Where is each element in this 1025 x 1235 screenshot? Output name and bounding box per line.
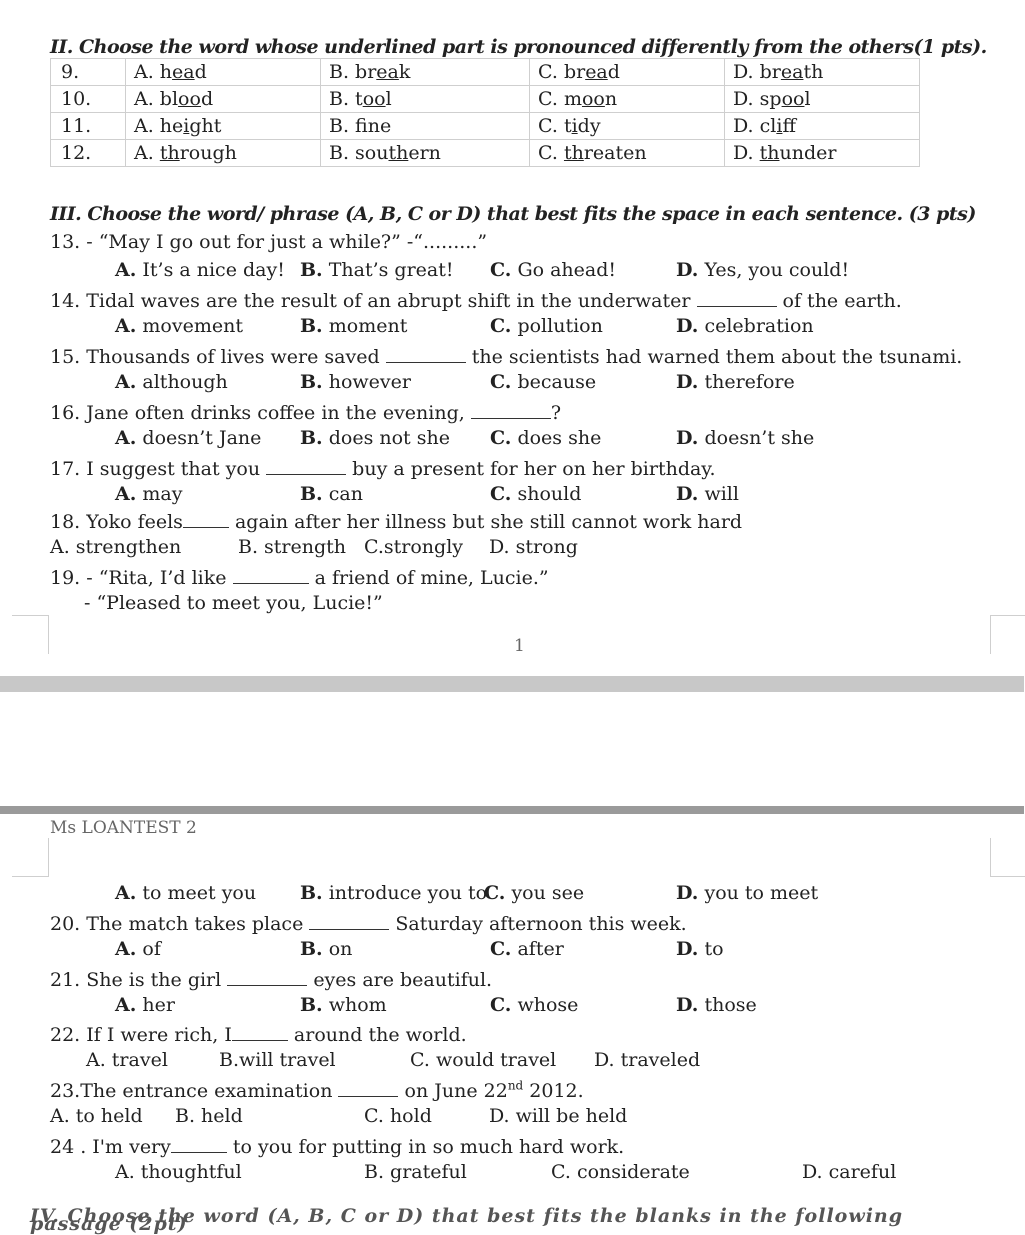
option-d: D. will xyxy=(676,483,739,505)
question-22 xyxy=(50,1021,467,1046)
option-d: D. breath xyxy=(725,59,920,86)
option-c: C. does she xyxy=(490,427,602,449)
option-d: D. thunder xyxy=(725,140,920,167)
page-corner-right-2 xyxy=(990,838,1025,877)
question-19 xyxy=(50,564,549,589)
underlined-part: th xyxy=(759,142,780,164)
option-c: C. pollution xyxy=(490,315,603,337)
page-separator xyxy=(0,676,1024,692)
option-b: B. held xyxy=(175,1105,243,1127)
underlined-part: ea xyxy=(172,61,195,83)
underlined-part: i xyxy=(776,115,783,137)
option-a: A. to held xyxy=(50,1105,143,1127)
option-b: B. grateful xyxy=(364,1161,467,1183)
underlined-part: ea xyxy=(376,61,399,83)
option-d: D. doesn’t she xyxy=(676,427,815,449)
option-a: A. head xyxy=(126,59,321,86)
underlined-part: oo xyxy=(362,88,386,110)
option-a: A. although xyxy=(115,371,228,393)
option-a: A. movement xyxy=(115,315,243,337)
underlined-part: i xyxy=(183,115,190,137)
question-number: 9. xyxy=(51,59,126,86)
question-stem: 20. The match takes place xyxy=(50,913,304,935)
option-a: A. doesn’t Jane xyxy=(115,427,262,449)
page-separator-top xyxy=(0,806,1024,814)
option-a: A. may xyxy=(115,483,183,505)
question-stem-end: to you for putting in so much hard work. xyxy=(232,1136,625,1158)
question-item xyxy=(50,910,687,935)
option-c: C. would travel xyxy=(410,1049,557,1071)
option-a: A. It’s a nice day! xyxy=(115,259,285,281)
question-stem: 16. Jane often drinks coffee in the evening, xyxy=(50,402,465,424)
question-stem-end: a friend of mine, Lucie.” xyxy=(314,567,549,589)
option-a: A. thoughtful xyxy=(115,1161,242,1183)
question-stem: 18. Yoko feels xyxy=(50,511,183,533)
question-stem-end: on June 22 xyxy=(404,1080,508,1102)
option-d: D. spool xyxy=(725,86,920,113)
option-b: B. whom xyxy=(300,994,387,1016)
option-d: D. celebration xyxy=(676,315,814,337)
underlined-part: oo xyxy=(178,88,201,110)
option-a: A. height xyxy=(126,113,321,140)
question-number: 12. xyxy=(51,140,126,167)
answer-blank xyxy=(697,287,777,307)
page-corner-right xyxy=(990,615,1025,654)
option-c: C. after xyxy=(490,938,564,960)
option-b: B. can xyxy=(300,483,363,505)
question-number: 10. xyxy=(51,86,126,113)
option-b: B. on xyxy=(300,938,353,960)
option-b: B. tool xyxy=(321,86,530,113)
question-stem: 22. If I were rich, I xyxy=(50,1024,232,1046)
question-stem-end: the scientists had warned them about the tsunami. xyxy=(471,346,963,368)
answer-blank xyxy=(232,1021,288,1041)
question-stem-end: of the earth. xyxy=(782,290,902,312)
option-b: B. southern xyxy=(321,140,530,167)
question-stem: 17. I suggest that you xyxy=(50,458,261,480)
question-item xyxy=(50,287,902,312)
option-d: D. traveled xyxy=(594,1049,701,1071)
question-24 xyxy=(50,1133,624,1158)
underlined-part: oo xyxy=(581,88,605,110)
underlined-part: oo xyxy=(781,88,805,110)
option-d: D. those xyxy=(676,994,757,1016)
option-b: B. strength xyxy=(238,536,347,558)
question-23 xyxy=(50,1077,584,1102)
underlined-part: th xyxy=(563,142,584,164)
underlined-part: i xyxy=(571,115,578,137)
option-b: B. however xyxy=(300,371,411,393)
option-b: B. does not she xyxy=(300,427,450,449)
option-d: D. cliff xyxy=(725,113,920,140)
option-a: A. strengthen xyxy=(50,536,182,558)
pronunciation-table xyxy=(50,58,920,167)
option-a: A. to meet you xyxy=(115,882,257,904)
answer-blank xyxy=(338,1077,398,1097)
option-b: B. That’s great! xyxy=(300,259,454,281)
option-a: A. her xyxy=(115,994,175,1016)
option-d: D. strong xyxy=(489,536,578,558)
question-stem-end: ? xyxy=(550,402,562,424)
section-2-heading: II. Choose the word whose underlined part is pronounced differently from the others(1 pts). xyxy=(50,36,987,58)
option-c: C. moon xyxy=(530,86,725,113)
option-b: B.will travel xyxy=(219,1049,336,1071)
option-b: B. moment xyxy=(300,315,408,337)
option-c: C. hold xyxy=(364,1105,432,1127)
answer-blank xyxy=(386,343,466,363)
option-d: D. Yes, you could! xyxy=(676,259,850,281)
answer-blank xyxy=(227,966,307,986)
question-item xyxy=(50,399,561,424)
option-d: D. to xyxy=(676,938,724,960)
page-header-text: Ms LOANTEST 2 xyxy=(50,818,197,838)
cut-off-next-heading: IV. Choose the word (A, B, C or D) that best fits the blanks in the following passage (2pt) xyxy=(30,1205,904,1235)
underlined-part: ea xyxy=(585,61,608,83)
question-item xyxy=(50,343,962,368)
option-c: C. considerate xyxy=(551,1161,690,1183)
option-a: A. through xyxy=(126,140,321,167)
underlined-part: th xyxy=(159,142,180,164)
table-row xyxy=(51,113,920,140)
question-stem-year: 2012. xyxy=(523,1080,584,1102)
question-stem: 24 . I'm very xyxy=(50,1136,171,1158)
question-stem: 15. Thousands of lives were saved xyxy=(50,346,380,368)
option-b: B. fne xyxy=(321,113,530,140)
question-stem: 21. She is the girl xyxy=(50,969,222,991)
option-d: D. you to meet xyxy=(676,882,819,904)
question-stem-end: around the world. xyxy=(293,1024,467,1046)
table-row xyxy=(51,140,920,167)
option-c: C. bread xyxy=(530,59,725,86)
option-a: A. blood xyxy=(126,86,321,113)
question-item xyxy=(50,455,716,480)
page-number: 1 xyxy=(514,636,525,656)
question-stem: 13. - “May I go out for just a while?” -“.........” xyxy=(50,231,488,253)
answer-blank xyxy=(171,1133,227,1153)
section-3-heading: III. Choose the word/ phrase (A, B, C or D) that best fits the space in each sentence. (3 pts) xyxy=(50,203,976,225)
answer-blank xyxy=(183,508,229,528)
table-row xyxy=(51,86,920,113)
answer-blank xyxy=(309,910,389,930)
option-c: C. should xyxy=(490,483,582,505)
question-19-reply: - “Pleased to meet you, Lucie!” xyxy=(84,592,383,614)
question-stem-end: eyes are beautiful. xyxy=(313,969,493,991)
option-c: C. because xyxy=(490,371,597,393)
page-corner-left-2 xyxy=(12,838,49,877)
page-corner-left xyxy=(12,615,49,654)
option-b: B. introduce you to xyxy=(300,882,488,904)
superscript: nd xyxy=(507,1078,524,1093)
question-item xyxy=(50,231,487,253)
underlined-part: ea xyxy=(780,61,804,83)
option-d: D. therefore xyxy=(676,371,795,393)
question-stem: 14. Tidal waves are the result of an abrupt shift in the underwater xyxy=(50,290,691,312)
question-item xyxy=(50,966,492,991)
table-row xyxy=(51,59,920,86)
option-c: C. you see xyxy=(484,882,585,904)
underlined-part: th xyxy=(388,142,409,164)
option-d: D. careful xyxy=(802,1161,897,1183)
option-b: B. break xyxy=(321,59,530,86)
answer-blank xyxy=(266,455,346,475)
option-c: C. whose xyxy=(490,994,579,1016)
question-stem-end: again after her illness but she still cannot work hard xyxy=(234,511,743,533)
answer-blank xyxy=(471,399,551,419)
option-c: C. threaten xyxy=(530,140,725,167)
question-stem-end: Saturday afternoon this week. xyxy=(395,913,687,935)
option-a: A. of xyxy=(115,938,161,960)
question-stem-end: buy a present for her on her birthday. xyxy=(352,458,716,480)
option-c: C. Go ahead! xyxy=(490,259,617,281)
question-number: 11. xyxy=(51,113,126,140)
question-18 xyxy=(50,508,742,533)
answer-blank xyxy=(233,564,309,584)
question-stem: 19. - “Rita, I’d like xyxy=(50,567,227,589)
option-c: C.strongly xyxy=(364,536,464,558)
question-stem: 23.The entrance examination xyxy=(50,1080,333,1102)
option-d: D. will be held xyxy=(489,1105,628,1127)
option-c: C. tidy xyxy=(530,113,725,140)
option-a: A. travel xyxy=(86,1049,168,1071)
